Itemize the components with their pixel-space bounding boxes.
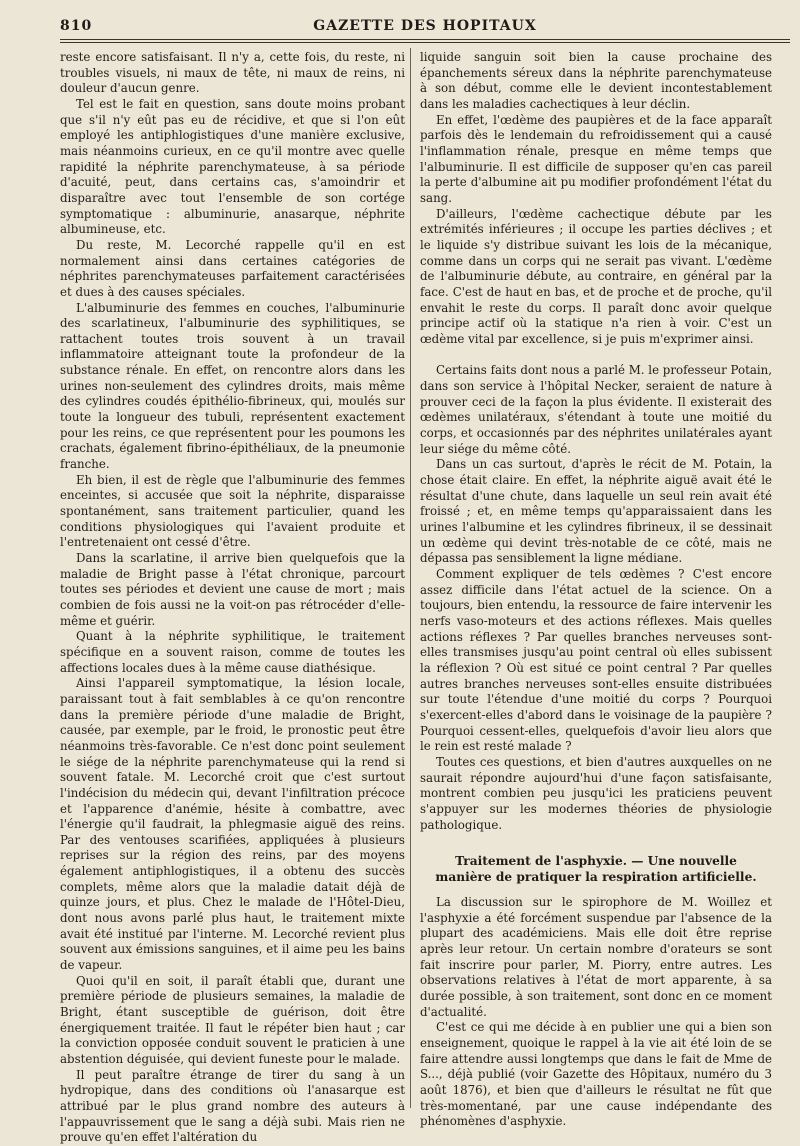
- column-divider: [410, 48, 411, 1108]
- header-rule-top: [60, 39, 790, 40]
- header-rule-bottom: [60, 42, 790, 43]
- paragraph: Tel est le fait en question, sans doute moins probant que s'il n'y eût pas eu de récidive, et que si l'on eût employé les antiphlogistiques d'une manière exclusive, mais néanmoins curieux, en ce qu'il montre avec quelle rapidité la néphrite parenchymateuse, à sa période d'acuité, peut, dans certains cas, s'amoindrir et disparaître avec tout l'ensemble de son cortége symptomatique : albuminurie, anasarque, néphrite albumineuse, etc.: [60, 96, 405, 237]
- page-number: 810: [60, 18, 93, 34]
- paragraph: reste encore satisfaisant. Il n'y a, cette fois, du reste, ni troubles visuels, ni maux de tête, ni maux de reins, ni douleur d'aucun genre.: [60, 50, 405, 96]
- paragraph: C'est ce qui me décide à en publier une qui a bien son enseignement, quoique le rappel à la vie ait été loin de se faire attendre aussi longtemps que dans le fait de Mme de S..., déjà publié (voir Gazette des Hôpitaux, numéro du 3 août 1876), et bien que d'ailleurs le résultat ne fût que très-momentané, par une cause indépendante des phénomènes d'asphyxie.: [420, 1020, 772, 1129]
- paragraph: L'albuminurie des femmes en couches, l'albuminurie des scarlatineux, l'albuminurie des syphilitiques, se rattachent toutes trois souvent à un travail inflammatoire atteignant toute la profondeur de la substance rénale. En effet, on rencontre alors dans les urines non-seulement des cylindres droits, mais même des cylindres coudés épithélio-fibrineux, qui, moulés sur toute la longueur des tubuli, représentent exactement pour les reins, ce que représentent pour les poumons les crachats, également fibrino-épithéliaux, de la pneumonie franche.: [60, 300, 405, 472]
- paragraph: Il peut paraître étrange de tirer du sang à un hydropique, dans des conditions où l'anasarque est attribué par le plus grand nombre des auteurs à l'appauvrissement que le sang a déjà subi. Mais rien ne prouve qu'en effet l'altération du: [60, 1067, 405, 1145]
- paragraph: Comment expliquer de tels œdèmes ? C'est encore assez difficile dans l'état actuel de la science. On a toujours, bien entendu, la ressource de faire intervenir les nerfs vaso-moteurs et des actions réflexes. Mais quelles actions réflexes ? Par quelles branches nerveuses sont-elles transmises jusqu'au point central où elles subissent la réflexion ? Où est situé ce point central ? Par quelles autres branches nerveuses sont-elles ensuite distribuées sur toute l'étendue d'une moitié du corps ? Pourquoi s'exercent-elles d'abord dans le voisinage de la paupière ? Pourquoi cessent-elles, quelquefois d'avoir lieu alors que le rein est resté malade ?: [420, 567, 772, 754]
- section-title: Traitement de l'asphyxie. — Une nouvelle manière de pratiquer la respiration artificielle.: [435, 854, 757, 885]
- right-column: [420, 50, 772, 1130]
- paragraph: Dans un cas surtout, d'après le récit de M. Potain, la chose était claire. En effet, la néphrite aiguë avait été le résultat d'une chute, dans laquelle un seul rein avait été froissé ; et, en même temps qu'apparaissaient dans les urines l'albumine et les cylindres fibrineux, il se dessinait un œdème qui devint très-notable de ce côté, mais ne dépassa pas sensiblement la ligne médiane.: [420, 457, 772, 566]
- paragraph-gap: [420, 347, 772, 363]
- paragraph: Certains faits dont nous a parlé M. le professeur Potain, dans son service à l'hôpital Necker, seraient de nature à prouver ceci de la façon la plus évidente. Il existerait des œdèmes unilatéraux, s'étendant à toute une moitié du corps, et occasionnés par des néphrites unilatérales ayant leur siége du même côté.: [420, 363, 772, 456]
- paragraph: D'ailleurs, l'œdème cachectique débute par les extrémités inférieures ; il occupe les parties déclives ; et le liquide s'y distribue suivant les lois de la mécanique, comme dans un corps qui ne serait pas vivant. L'œdème de l'albuminurie débute, au contraire, en général par la face. C'est de haut en bas, et de proche et de proche, qu'il envahit le reste du corps. Il paraît donc avoir quelque principe actif où la statique n'a rien à voir. C'est un œdème vital par excellence, si je puis m'exprimer ainsi.: [420, 206, 772, 346]
- left-column: [60, 50, 405, 1146]
- paragraph: Du reste, M. Lecorché rappelle qu'il en est normalement ainsi dans certaines catégories de néphrites parenchymateuses parfaitement caractérisées et dues à des causes spéciales.: [60, 237, 405, 299]
- running-title: GAZETTE DES HOPITAUX: [313, 18, 537, 34]
- page-header: [60, 14, 790, 36]
- paragraph: Eh bien, il est de règle que l'albuminurie des femmes enceintes, si accusée que soit la néphrite, disparaisse spontanément, sans traitement particulier, quand les conditions physiologiques qui l'avaient produite et l'entretenaient ont cessé d'être.: [60, 472, 405, 550]
- section-gap: [420, 833, 772, 849]
- paragraph: Quoi qu'il en soit, il paraît établi que, durant une première période de plusieurs semaines, la maladie de Bright, étant susceptible de guérison, doit être énergiquement traitée. Il faut le répéter bien haut ; car la conviction opposée conduit souvent le praticien à une abstention déguisée, qui devient funeste pour le malade.: [60, 973, 405, 1066]
- paragraph: Dans la scarlatine, il arrive bien quelquefois que la maladie de Bright passe à l'état chronique, parcourt toutes ses périodes et devient une cause de mort ; mais combien de fois aussi ne la voit-on pas rétrocéder d'elle-même et guérir.: [60, 551, 405, 628]
- paragraph: La discussion sur le spirophore de M. Woillez et l'asphyxie a été forcément suspendue par l'absence de la plupart des académiciens. Mais elle doit être reprise après leur retour. Un certain nombre d'orateurs se sont fait inscrire pour parler, M. Piorry, entre autres. Les observations relatives à l'état de mort apparente, à sa durée possible, à son traitement, sont donc en ce moment d'actualité.: [420, 895, 772, 1019]
- paragraph: liquide sanguin soit bien la cause prochaine des épanchements séreux dans la néphrite parenchymateuse à son début, comme elle le devient incontestablement dans les maladies cachectiques à leur déclin.: [420, 50, 772, 111]
- paragraph: Quant à la néphrite syphilitique, le traitement spécifique en a souvent raison, comme de toutes les affections locales dues à la même cause diathésique.: [60, 629, 405, 675]
- paragraph: En effet, l'œdème des paupières et de la face apparaît parfois dès le lendemain du refroidissement qui a causé l'inflammation rénale, presque en même temps que l'albuminurie. Il est difficile de supposer qu'en cas pareil la perte d'albumine ait pu modifier profondément l'état du sang.: [420, 112, 772, 205]
- paragraph: Toutes ces questions, et bien d'autres auxquelles on ne saurait répondre aujourd'hui d'une façon satisfaisante, montrent combien peu jusqu'ici les praticiens peuvent s'appuyer sur les modernes théories de physiologie pathologique.: [420, 754, 772, 832]
- paragraph: Ainsi l'appareil symptomatique, la lésion locale, paraissant tout à fait semblables à ce qu'on rencontre dans la première période d'une maladie de Bright, causée, par exemple, par le froid, le pronostic peut être néanmoins très-favorable. Ce n'est donc point seulement le siége de la néphrite parenchymateuse qui la rend si souvent fatale. M. Lecorché croit que c'est surtout l'indécision du médecin qui, devant l'infiltration précoce et l'apparence d'anémie, hésite à combattre, avec l'énergie qu'il faudrait, la phlegmasie aiguë des reins. Par des ventouses scarifiées, appliquées à plusieurs reprises sur la région des reins, par des moyens également antiphlogistiques, il a obtenu des succès complets, même alors que la maladie datait déjà de quinze jours, et plus. Chez le malade de l'Hôtel-Dieu, dont nous avons parlé plus haut, le traitement mixte avait été institué par l'interne. M. Lecorché revient plus souvent aux émissions sanguines, et il aime peu les bains de vapeur.: [60, 676, 405, 973]
